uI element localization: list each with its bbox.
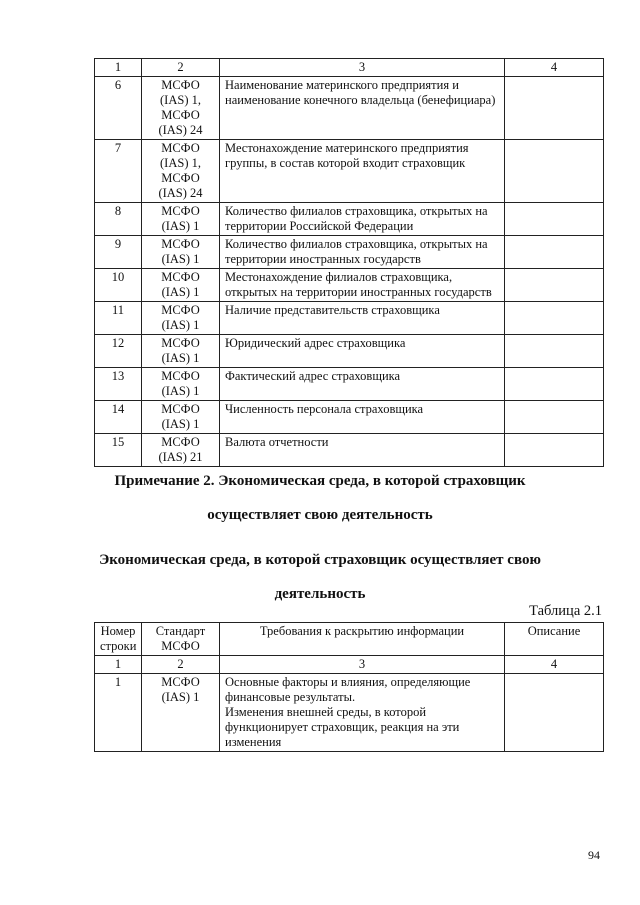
description-cell — [505, 335, 604, 368]
requirement-cell: Количество филиалов страховщика, открытых на территории иностранных государств — [220, 236, 505, 269]
requirement-cell: Юридический адрес страховщика — [220, 335, 505, 368]
standard-cell: МСФО (IAS) 1 — [142, 203, 220, 236]
description-cell — [505, 434, 604, 467]
table-row — [95, 335, 604, 368]
table-row — [95, 674, 604, 752]
column-header: Описание — [505, 623, 604, 656]
standard-cell: МСФО (IAS) 1, МСФО (IAS) 24 — [142, 140, 220, 203]
table-body — [95, 674, 604, 752]
row-number-cell: 6 — [95, 77, 142, 140]
standard-cell: МСФО (IAS) 1 — [142, 368, 220, 401]
description-cell — [505, 401, 604, 434]
table-row — [95, 302, 604, 335]
row-number-cell: 9 — [95, 236, 142, 269]
column-number-row — [95, 59, 604, 77]
column-header: Требования к раскрытию информации — [220, 623, 505, 656]
table-row — [95, 401, 604, 434]
economic-environment-table — [94, 622, 604, 752]
requirement-cell: Наименование материнского предприятия и наименование конечного владельца (бенефициара) — [220, 77, 505, 140]
description-cell — [505, 77, 604, 140]
section-heading — [40, 551, 600, 603]
requirement-cell: Валюта отчетности — [220, 434, 505, 467]
row-number-cell: 10 — [95, 269, 142, 302]
disclosure-table-continued — [94, 58, 604, 467]
table-body — [95, 77, 604, 467]
description-cell — [505, 140, 604, 203]
table-row — [95, 368, 604, 401]
description-cell — [505, 674, 604, 752]
requirement-cell: Местонахождение филиалов страховщика, открытых на территории иностранных государств — [220, 269, 505, 302]
column-number: 3 — [220, 59, 505, 77]
column-number: 3 — [220, 656, 505, 674]
standard-cell: МСФО (IAS) 1 — [142, 302, 220, 335]
standard-cell: МСФО (IAS) 1 — [142, 674, 220, 752]
description-cell — [505, 236, 604, 269]
requirement-cell: Наличие представительств страховщика — [220, 302, 505, 335]
section-heading-line: деятельность — [274, 586, 366, 602]
column-number-row — [95, 656, 604, 674]
note-heading-line: Примечание 2. Экономическая среда, в которой страховщик — [114, 473, 526, 489]
row-number-cell: 11 — [95, 302, 142, 335]
table-row — [95, 236, 604, 269]
requirement-cell: Фактический адрес страховщика — [220, 368, 505, 401]
description-cell — [505, 203, 604, 236]
table-row — [95, 203, 604, 236]
standard-cell: МСФО (IAS) 21 — [142, 434, 220, 467]
column-number: 4 — [505, 656, 604, 674]
column-number: 1 — [95, 656, 142, 674]
table-row — [95, 434, 604, 467]
column-header-row — [95, 623, 604, 656]
row-number-cell: 7 — [95, 140, 142, 203]
section-heading-line: Экономическая среда, в которой страховщик осуществляет свою — [99, 552, 541, 568]
table-caption: Таблица 2.1 — [529, 603, 602, 619]
standard-cell: МСФО (IAS) 1 — [142, 236, 220, 269]
column-header: Номер строки — [95, 623, 142, 656]
row-number-cell: 13 — [95, 368, 142, 401]
row-number-cell: 12 — [95, 335, 142, 368]
table-row — [95, 77, 604, 140]
description-cell — [505, 368, 604, 401]
standard-cell: МСФО (IAS) 1 — [142, 269, 220, 302]
row-number-cell: 15 — [95, 434, 142, 467]
row-number-cell: 8 — [95, 203, 142, 236]
column-number: 1 — [95, 59, 142, 77]
note-heading — [40, 472, 600, 524]
requirement-cell: Численность персонала страховщика — [220, 401, 505, 434]
column-number: 2 — [142, 59, 220, 77]
page-number: 94 — [588, 848, 600, 862]
row-number-cell: 1 — [95, 674, 142, 752]
description-cell — [505, 302, 604, 335]
standard-cell: МСФО (IAS) 1 — [142, 401, 220, 434]
standard-cell: МСФО (IAS) 1 — [142, 335, 220, 368]
column-number: 2 — [142, 656, 220, 674]
column-number: 4 — [505, 59, 604, 77]
standard-cell: МСФО (IAS) 1, МСФО (IAS) 24 — [142, 77, 220, 140]
row-number-cell: 14 — [95, 401, 142, 434]
table-row — [95, 269, 604, 302]
note-heading-line: осуществляет свою деятельность — [207, 507, 433, 523]
column-header: Стандарт МСФО — [142, 623, 220, 656]
requirement-cell: Количество филиалов страховщика, открытых на территории Российской Федерации — [220, 203, 505, 236]
requirement-cell: Местонахождение материнского предприятия группы, в состав которой входит страховщик — [220, 140, 505, 203]
description-cell — [505, 269, 604, 302]
requirement-cell: Основные факторы и влияния, определяющие финансовые результаты. Изменения внешней среды, в которой функционирует страховщик, реакция на эти изменения — [220, 674, 505, 752]
table-row — [95, 140, 604, 203]
